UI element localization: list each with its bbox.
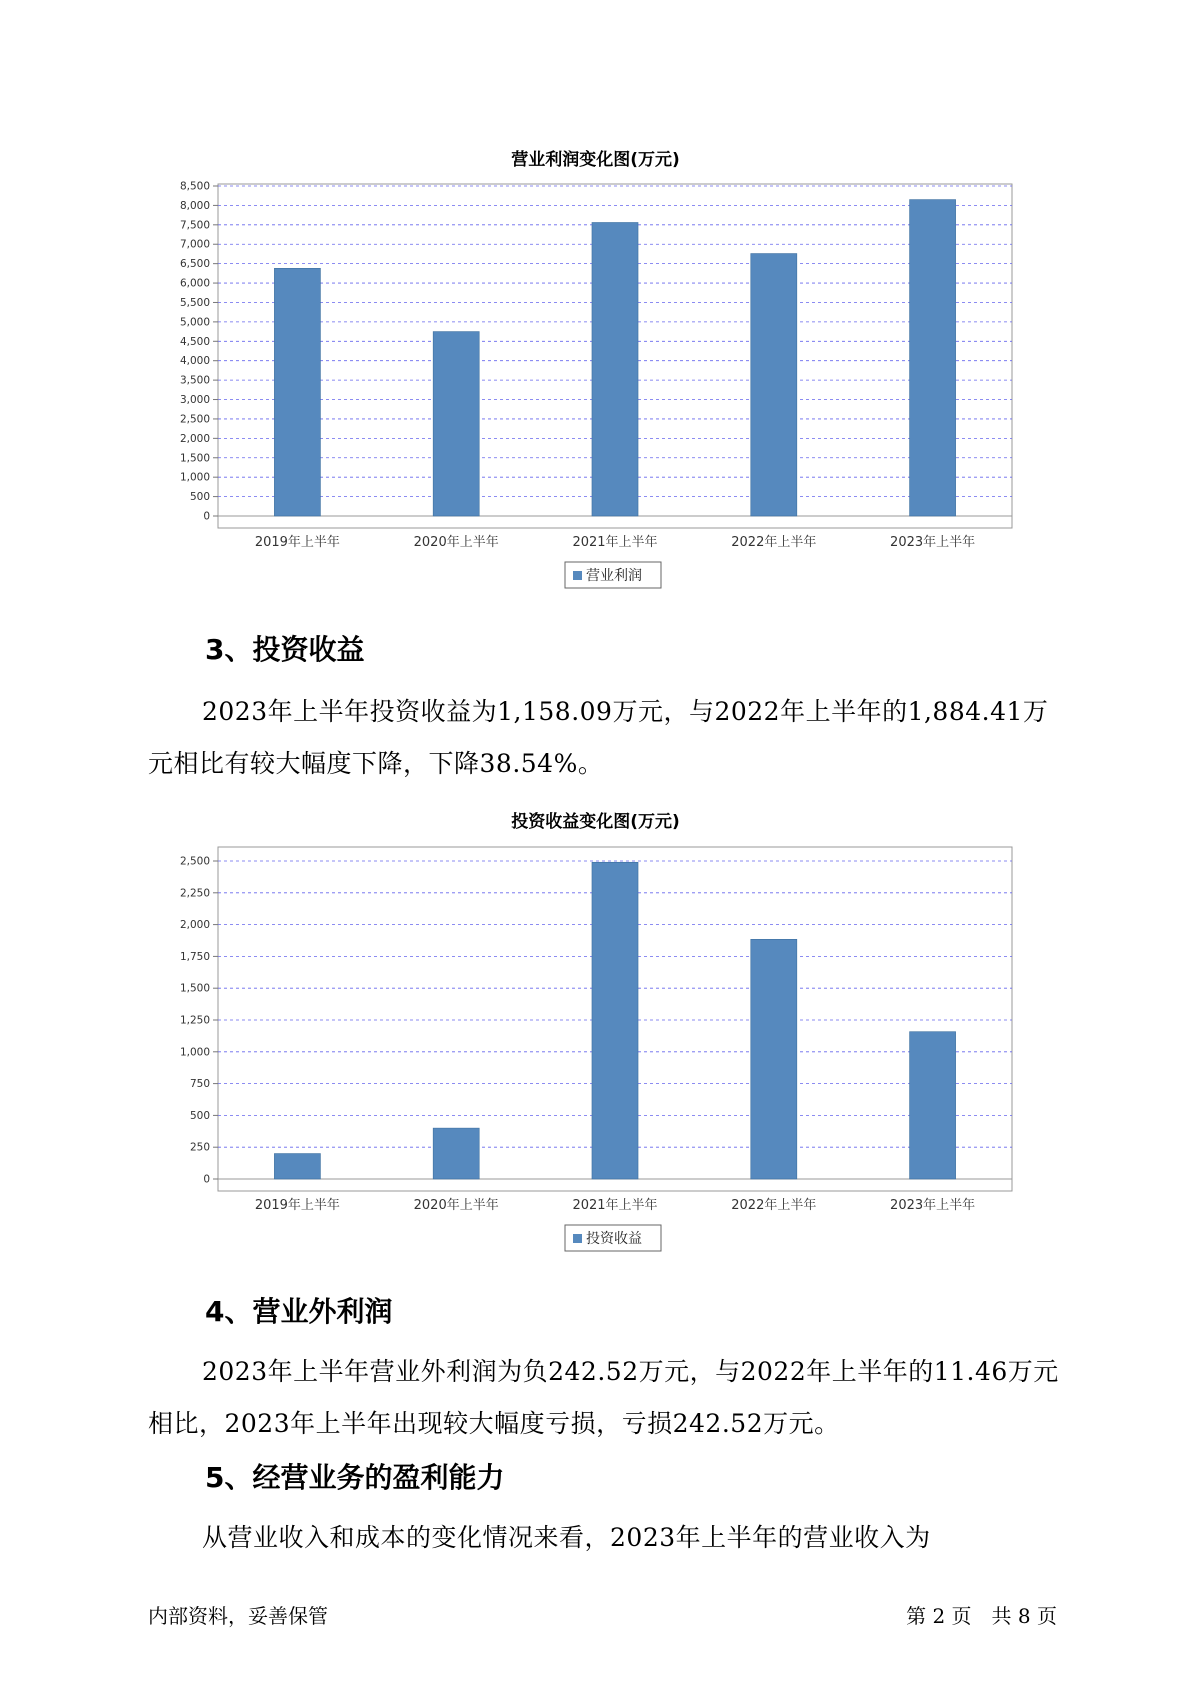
y-tick-label: 4,500 xyxy=(179,335,210,348)
y-tick-label: 2,500 xyxy=(179,855,210,868)
y-tick-label: 7,000 xyxy=(179,238,210,251)
y-tick-label: 1,500 xyxy=(179,982,210,995)
y-tick-label: 8,000 xyxy=(179,199,210,212)
y-tick-label: 1,500 xyxy=(179,452,210,465)
investment-income-chart xyxy=(0,830,1191,1270)
x-tick-label: 2021年上半年 xyxy=(572,1198,658,1213)
bar xyxy=(274,1154,320,1179)
paragraph-non-operating-profit: 2023年上半年营业外利润为负242.52万元，与2022年上半年的11.46万元相比，2023年上半年出现较大幅度亏损，亏损242.52万元。 xyxy=(148,1357,1059,1438)
paragraph-investment-income: 2023年上半年投资收益为1,158.09万元，与2022年上半年的1,884.41万元相比有较大幅度下降，下降38.54%。 xyxy=(148,697,1049,778)
x-tick-label: 2022年上半年 xyxy=(731,535,817,550)
bar xyxy=(433,1128,479,1179)
bar xyxy=(751,939,797,1179)
bar xyxy=(910,200,956,516)
page-middle: 页 共 xyxy=(951,1604,1012,1628)
section-heading-investment-income: 3、投资收益 xyxy=(205,633,365,666)
y-tick-label: 2,000 xyxy=(179,919,210,932)
bar xyxy=(910,1032,956,1179)
legend-label: 投资收益 xyxy=(586,1231,642,1247)
bar xyxy=(751,254,797,516)
x-tick-label: 2020年上半年 xyxy=(413,535,499,550)
y-tick-label: 6,000 xyxy=(179,277,210,290)
y-tick-label: 1,750 xyxy=(179,950,210,963)
footer-page-info xyxy=(906,1600,1057,1629)
y-tick-label: 500 xyxy=(189,491,210,504)
y-tick-label: 5,500 xyxy=(179,296,210,309)
page-suffix: 页 xyxy=(1037,1604,1057,1628)
x-tick-label: 2023年上半年 xyxy=(890,1198,976,1213)
bar xyxy=(592,862,638,1179)
bar xyxy=(433,332,479,516)
legend-label: 营业利润 xyxy=(586,568,642,584)
y-tick-label: 0 xyxy=(203,510,210,523)
y-tick-label: 750 xyxy=(189,1078,210,1091)
y-tick-label: 1,250 xyxy=(179,1014,210,1027)
y-tick-label: 7,500 xyxy=(179,219,210,232)
x-tick-label: 2019年上半年 xyxy=(254,1198,340,1213)
footer-confidential-note: 内部资料，妥善保管 xyxy=(148,1604,328,1628)
y-tick-label: 4,000 xyxy=(179,355,210,368)
y-tick-label: 1,000 xyxy=(179,471,210,484)
legend-swatch xyxy=(573,571,582,580)
x-tick-label: 2023年上半年 xyxy=(890,535,976,550)
y-tick-label: 2,000 xyxy=(179,432,210,445)
x-tick-label: 2021年上半年 xyxy=(572,535,658,550)
y-tick-label: 6,500 xyxy=(179,258,210,271)
bar xyxy=(592,222,638,516)
section-heading-non-operating-profit: 4、营业外利润 xyxy=(205,1295,393,1328)
page-total: 8 xyxy=(1017,1604,1031,1628)
y-tick-label: 3,500 xyxy=(179,374,210,387)
y-tick-label: 2,500 xyxy=(179,413,210,426)
y-tick-label: 3,000 xyxy=(179,394,210,407)
legend-swatch xyxy=(573,1234,582,1243)
y-tick-label: 8,500 xyxy=(179,180,210,193)
x-tick-label: 2019年上半年 xyxy=(254,535,340,550)
page-prefix: 第 xyxy=(906,1604,927,1628)
y-tick-label: 2,250 xyxy=(179,887,210,900)
y-tick-label: 500 xyxy=(189,1109,210,1122)
x-tick-label: 2022年上半年 xyxy=(731,1198,817,1213)
bar xyxy=(274,268,320,516)
y-tick-label: 1,000 xyxy=(179,1046,210,1059)
chart-title-operating-profit: 营业利润变化图(万元) xyxy=(511,150,680,170)
operating-profit-chart xyxy=(0,160,1191,600)
chart-title-investment-income: 投资收益变化图(万元) xyxy=(511,812,680,832)
y-tick-label: 5,000 xyxy=(179,316,210,329)
y-tick-label: 0 xyxy=(203,1173,210,1186)
page-number: 2 xyxy=(932,1604,946,1628)
section-heading-business-profitability: 5、经营业务的盈利能力 xyxy=(205,1461,505,1494)
y-tick-label: 250 xyxy=(189,1141,210,1154)
x-tick-label: 2020年上半年 xyxy=(413,1198,499,1213)
paragraph-business-profitability: 从营业收入和成本的变化情况来看，2023年上半年的营业收入为 xyxy=(202,1523,931,1552)
